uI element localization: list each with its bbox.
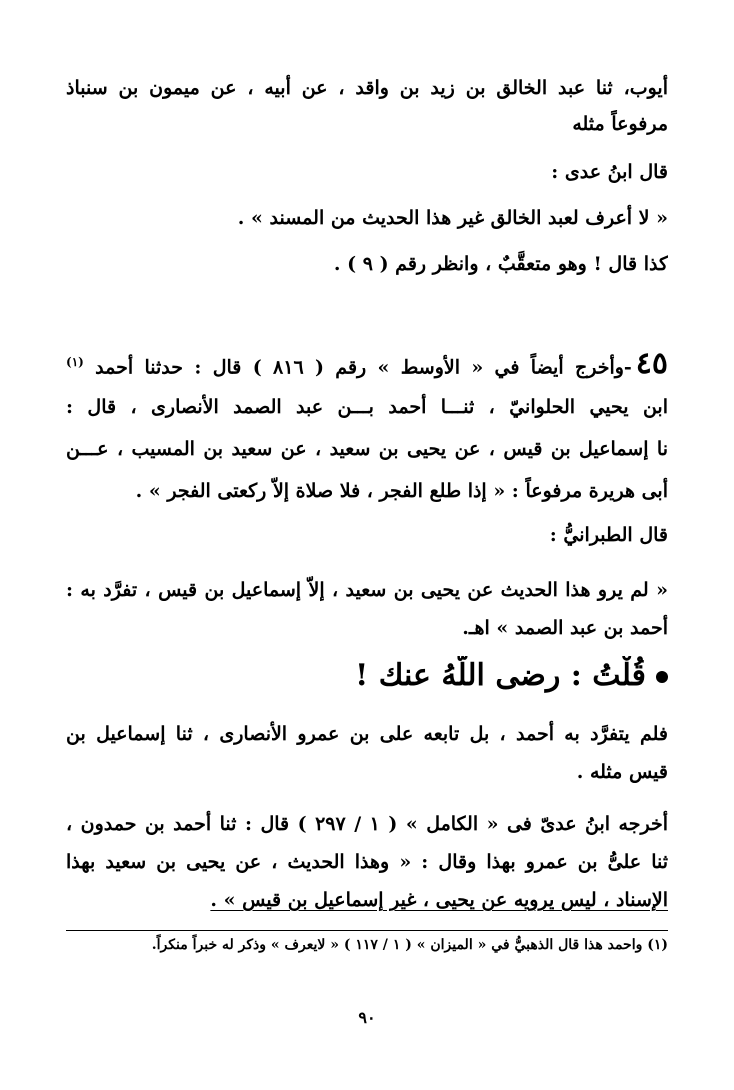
text-line: قال الطبرانيُّ : bbox=[549, 524, 668, 546]
bullet-icon bbox=[656, 671, 668, 683]
text-line: أبى هريرة مرفوعاً : « إذا طلع الفجر ، فلا صلاة إلاّ ركعتى الفجر » . bbox=[135, 480, 668, 502]
text-line: ثنا علىُّ بن عمرو بهذا وقال : « وهذا الحديث ، عن يحيى بن سعيد بهذا bbox=[66, 851, 668, 873]
hadith-45-line-1 bbox=[66, 346, 668, 380]
heading-text: قُلْتُ : رضى اللَّهُ عنك ! bbox=[355, 658, 646, 693]
text-line: مرفوعاً مثله bbox=[572, 113, 668, 135]
page-number: ٩٠ bbox=[358, 1008, 376, 1027]
text-line: نا إسماعيل بن قيس ، عن يحيى بن سعيد ، عن سعيد بن المسيب ، عـــن bbox=[66, 438, 668, 460]
footnote: (١) واحمد هذا قال الذهبيُّ في « الميزان » ( ١ / ١١٧ ) « لايعرف » وذكر له خبراً منكراً. bbox=[151, 937, 668, 953]
text-line: قيس مثله . bbox=[576, 761, 668, 783]
text-line bbox=[66, 886, 668, 916]
text-line: أخرجه ابنُ عدىّ فى « الكامل » ( ١ / ٢٩٧ ) قال : ثنا أحمد بن حمدون ، bbox=[66, 813, 668, 835]
text-line: « لم يرو هذا الحديث عن يحيى بن سعيد ، إلاّ إسماعيل بن قيس ، تفرَّد به : bbox=[66, 579, 668, 601]
hadith-text: -وأخرج أيضاً في « الأوسط » رقم ( ٨١٦ ) قال : حدثنا أحمد bbox=[95, 356, 632, 379]
text-line: أحمد بن عبد الصمد » اهـ. bbox=[462, 617, 668, 639]
footnote-ref: (١) bbox=[66, 355, 84, 369]
text-line: قال ابنُ عدى : bbox=[551, 161, 668, 183]
text-line: كذا قال ! وهو متعقَّبٌ ، وانظر رقم ( ٩ ) . bbox=[333, 253, 668, 275]
section-heading bbox=[66, 656, 668, 700]
text-line: أيوب، ثنا عبد الخالق بن زيد بن واقد ، عن أبيه ، عن ميمون بن سنباذ bbox=[66, 77, 668, 99]
underlined-text: الإسناد ، ليس يرويه عن يحيى ، غير إسماعيل بن قيس » . bbox=[210, 889, 668, 911]
footnote-divider bbox=[66, 930, 668, 931]
hadith-number: ٤٥ bbox=[635, 346, 668, 380]
text-line: ابن يحيي الحلوانيّ ، ثنـــا أحمد بـــن عبد الصمد الأنصارى ، قال : bbox=[66, 396, 668, 418]
text-line: فلم يتفرَّد به أحمد ، بل تابعه على بن عمرو الأنصارى ، ثنا إسماعيل بن bbox=[66, 723, 668, 745]
text-line: « لا أعرف لعبد الخالق غير هذا الحديث من المسند » . bbox=[237, 207, 668, 229]
